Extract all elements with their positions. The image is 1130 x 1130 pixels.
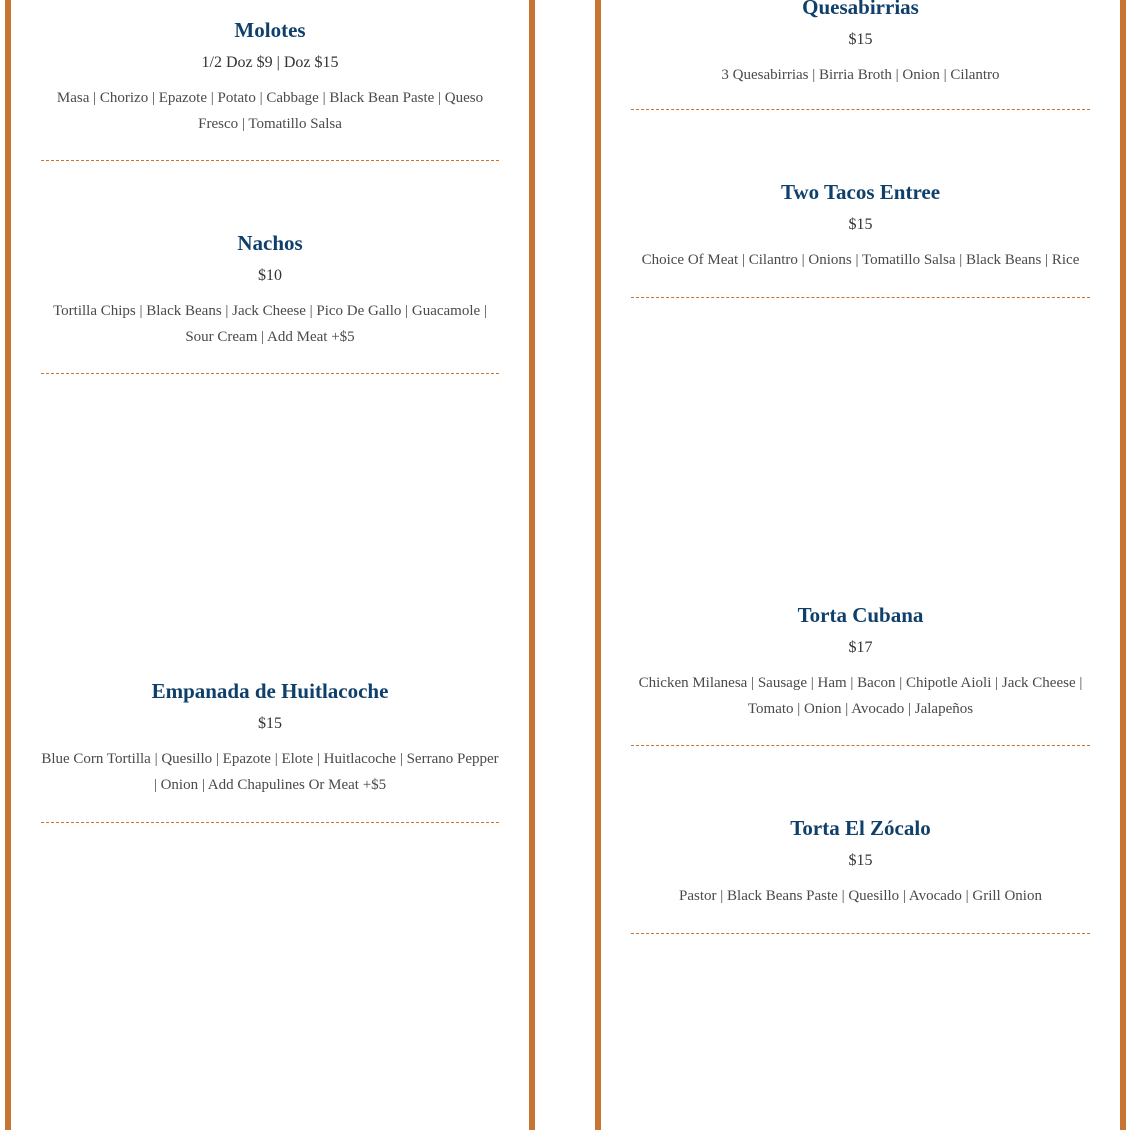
menu-item-name: Empanada de Huitlacoche [151,679,389,703]
menu-item-price: $15 [848,216,873,233]
menu-item [41,230,499,350]
menu-item-price: $15 [848,852,873,869]
menu-item-name: Quesabirrias [802,0,919,19]
dashed-divider [41,160,499,161]
menu-item-name: Torta Cubana [797,603,924,627]
menu-item [631,602,1090,722]
menu-item [41,678,499,798]
menu-item [631,815,1090,910]
menu-item [41,17,499,137]
dashed-divider [631,109,1090,110]
menu-item-name: Torta El Zócalo [790,816,931,840]
menu-item-description: Choice Of Meat | Cilantro | Onions | Tomatillo Salsa | Black Beans | Rice [641,252,1080,268]
menu-item-price: $15 [848,31,873,48]
menu-item [631,0,1090,89]
dashed-divider [631,745,1090,746]
menu-item [631,179,1090,274]
menu-item-name: Two Tacos Entree [780,180,941,204]
menu-item-price: 1/2 Doz $9 | Doz $15 [201,54,339,71]
dashed-divider [631,297,1090,298]
menu-item-description: 3 Quesabirrias | Birria Broth | Onion | Cilantro [721,67,1000,83]
menu-item-description: Chicken Milanesa | Sausage | Ham | Bacon | Chipotle Aioli | Jack Cheese | Tomato | Onion | Avocado | Jalapeños [638,675,1083,717]
menu-panel-left [5,0,535,1130]
dashed-divider [41,822,499,823]
menu-item-description: Tortilla Chips | Black Beans | Jack Cheese | Pico De Gallo | Guacamole | Sour Cream | Add Meat +$5 [53,303,487,345]
menu-item-description: Masa | Chorizo | Epazote | Potato | Cabbage | Black Bean Paste | Queso Fresco | Tomatillo Salsa [56,90,484,132]
menu-item-price: $10 [258,267,282,284]
menu-item-description: Pastor | Black Beans Paste | Quesillo | Avocado | Grill Onion [679,888,1042,904]
menu-item-price: $15 [258,715,282,732]
menu-item-description: Blue Corn Tortilla | Quesillo | Epazote | Elote | Huitlacoche | Serrano Pepper | Onion | Add Chapulines Or Meat +$5 [41,751,499,793]
menu-item-price: $17 [848,639,873,656]
dashed-divider [41,373,499,374]
dashed-divider [631,933,1090,934]
menu-item-name: Molotes [234,18,306,42]
menu-panel-right [595,0,1126,1130]
menu-item-name: Nachos [237,231,303,255]
